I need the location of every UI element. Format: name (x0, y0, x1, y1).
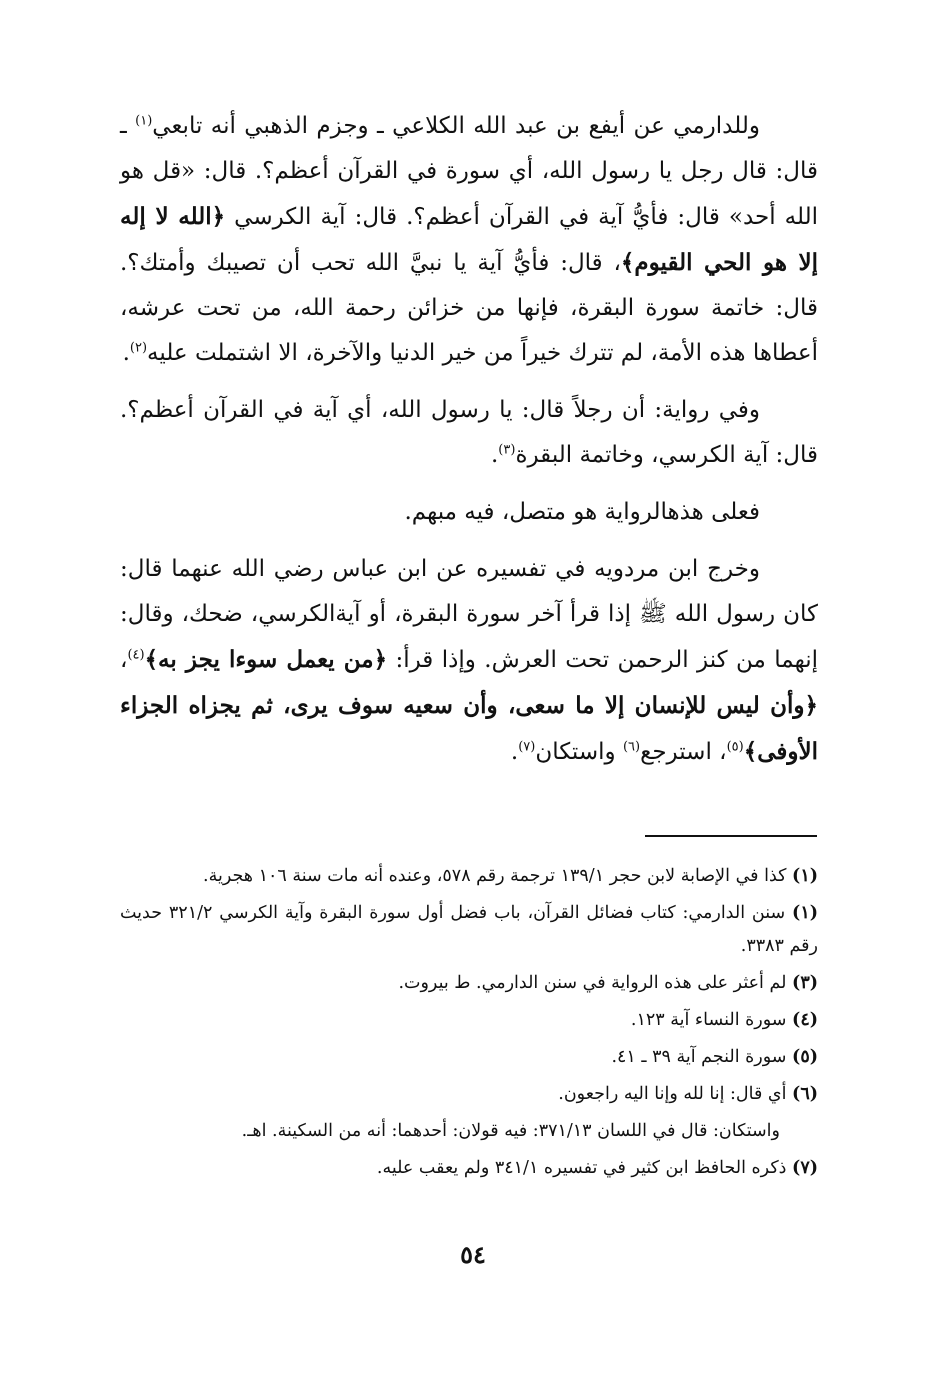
footnote-item (120, 967, 818, 1000)
footnote-text: لم أعثر على هذه الرواية في سنن الدارمي. ط بيروت. (398, 973, 793, 993)
text-run: وفي رواية: أن رجلاً قال: يا رسول الله، أي آية في القرآن أعظم؟. قال: آية الكرسي، وخاتمة البقرة (120, 397, 818, 468)
text-run: ، (120, 647, 128, 673)
footnote-ref[interactable]: (٦) (622, 739, 641, 755)
footnote-number: (١) (792, 903, 818, 923)
page-number: ٥٤ (460, 1240, 486, 1269)
text-run: ، استرجع (640, 739, 727, 765)
text-run: . (510, 739, 519, 765)
footnote-ref[interactable]: (٤) (127, 647, 145, 663)
footnote-text: سورة النجم آية ٣٩ ـ ٤١. (611, 1047, 793, 1067)
footnote-text: سورة النساء آية ١٢٣. (630, 1010, 793, 1030)
footnote-ref[interactable]: (٧) (518, 739, 536, 755)
quran-verse: ﴿وأن ليس للإنسان إلا ما سعى، وأن سعيه سوف يرى، ثم يجزاه الجزاء الأوفى﴾ (120, 692, 818, 765)
footnote-item (120, 897, 818, 963)
footnote-item (120, 1004, 818, 1037)
text-run: وللدارمي عن أيفع بن عبد الله الكلاعي ـ وجزم الذهبي أنه تابعي (152, 113, 760, 139)
footnote-number: (٣) (792, 973, 818, 993)
footnote-item (120, 1078, 818, 1111)
text-run: واستكان (535, 739, 623, 765)
quran-verse: ﴿الله لا إله إلا هو الحي القيوم﴾ (120, 203, 818, 276)
footnote-text: واستكان: قال في اللسان ٣٧١/١٣: فيه قولان: أحدهما: أنه من السكينة. اهـ. (241, 1121, 780, 1141)
footnote-ref[interactable]: (٥) (726, 739, 744, 755)
footnote-ref[interactable]: (٣) (498, 442, 516, 458)
text-run: وخرج ابن مردويه في تفسيره عن ابن عباس رضي الله عنهما قال: كان رسول الله ﷺ إذا قرأ آخر سورة البقرة، أو آيةالكرسي، ضحك، وقال: إنهما من كنز الرحمن تحت العرش. وإذا قرأ: (120, 556, 818, 673)
paragraph-4 (120, 547, 818, 775)
footnote-text: كذا في الإصابة لابن حجر ١٣٩/١ ترجمة رقم ٥٧٨، وعنده أنه مات سنة ١٠٦ هجرية. (203, 866, 793, 886)
paragraph-1 (120, 104, 818, 376)
footnote-number: (١) (792, 866, 818, 886)
paragraph-2 (120, 388, 818, 478)
paragraph-3: فعلى هذهالرواية هو متصل، فيه مبهم. (404, 499, 760, 525)
footnote-item (120, 860, 818, 893)
text-run: ، قال: فأيُّ آية يا نبيَّ الله تحب أن تصيبك وأمتك؟. قال: خاتمة سورة البقرة، فإنها من خزائن رحمة الله، من تحت عرشه، أعطاها هذه الأمة، لم تترك خيراً من خير الدنيا والآخرة، الا اشتملت عليه (120, 250, 818, 366)
text-run: . (122, 340, 130, 366)
text-run: ـ قال: قال رجل يا رسول الله، أي سورة في القرآن أعظم؟. قال: «قل هو الله أحد» قال: فأيُّ آية في القرآن أعظم؟. قال: آية الكرسي (120, 113, 818, 230)
footnote-text: سنن الدارمي: كتاب فضائل القرآن، باب فضل أول سورة البقرة وآية الكرسي ٣٢١/٢ حديث رقم ٣٣٨٣. (120, 903, 818, 956)
main-text (120, 104, 818, 787)
footnote-number: (٧) (792, 1158, 818, 1178)
footnote-ref[interactable]: (١) (135, 113, 153, 129)
footnote-ref[interactable]: (٢) (129, 340, 148, 356)
footnote-number: (٦) (792, 1084, 818, 1104)
footnotes (120, 860, 818, 1189)
footnote-number: (٤) (792, 1010, 818, 1030)
footnote-item (120, 1152, 818, 1185)
text-run: . (490, 442, 499, 468)
footnote-text: أي قال: إنا لله وإنا اليه راجعون. (558, 1084, 793, 1104)
quran-verse: ﴿من يعمل سوءا يجز به﴾ (144, 646, 388, 673)
footnote-number: (٥) (792, 1047, 818, 1067)
footnote-item (120, 1041, 818, 1074)
footnote-separator (645, 835, 817, 837)
footnote-continuation (120, 1115, 818, 1148)
footnote-text: ذكره الحافظ ابن كثير في تفسيره ٣٤١/١ ولم يعقب عليه. (376, 1158, 793, 1178)
